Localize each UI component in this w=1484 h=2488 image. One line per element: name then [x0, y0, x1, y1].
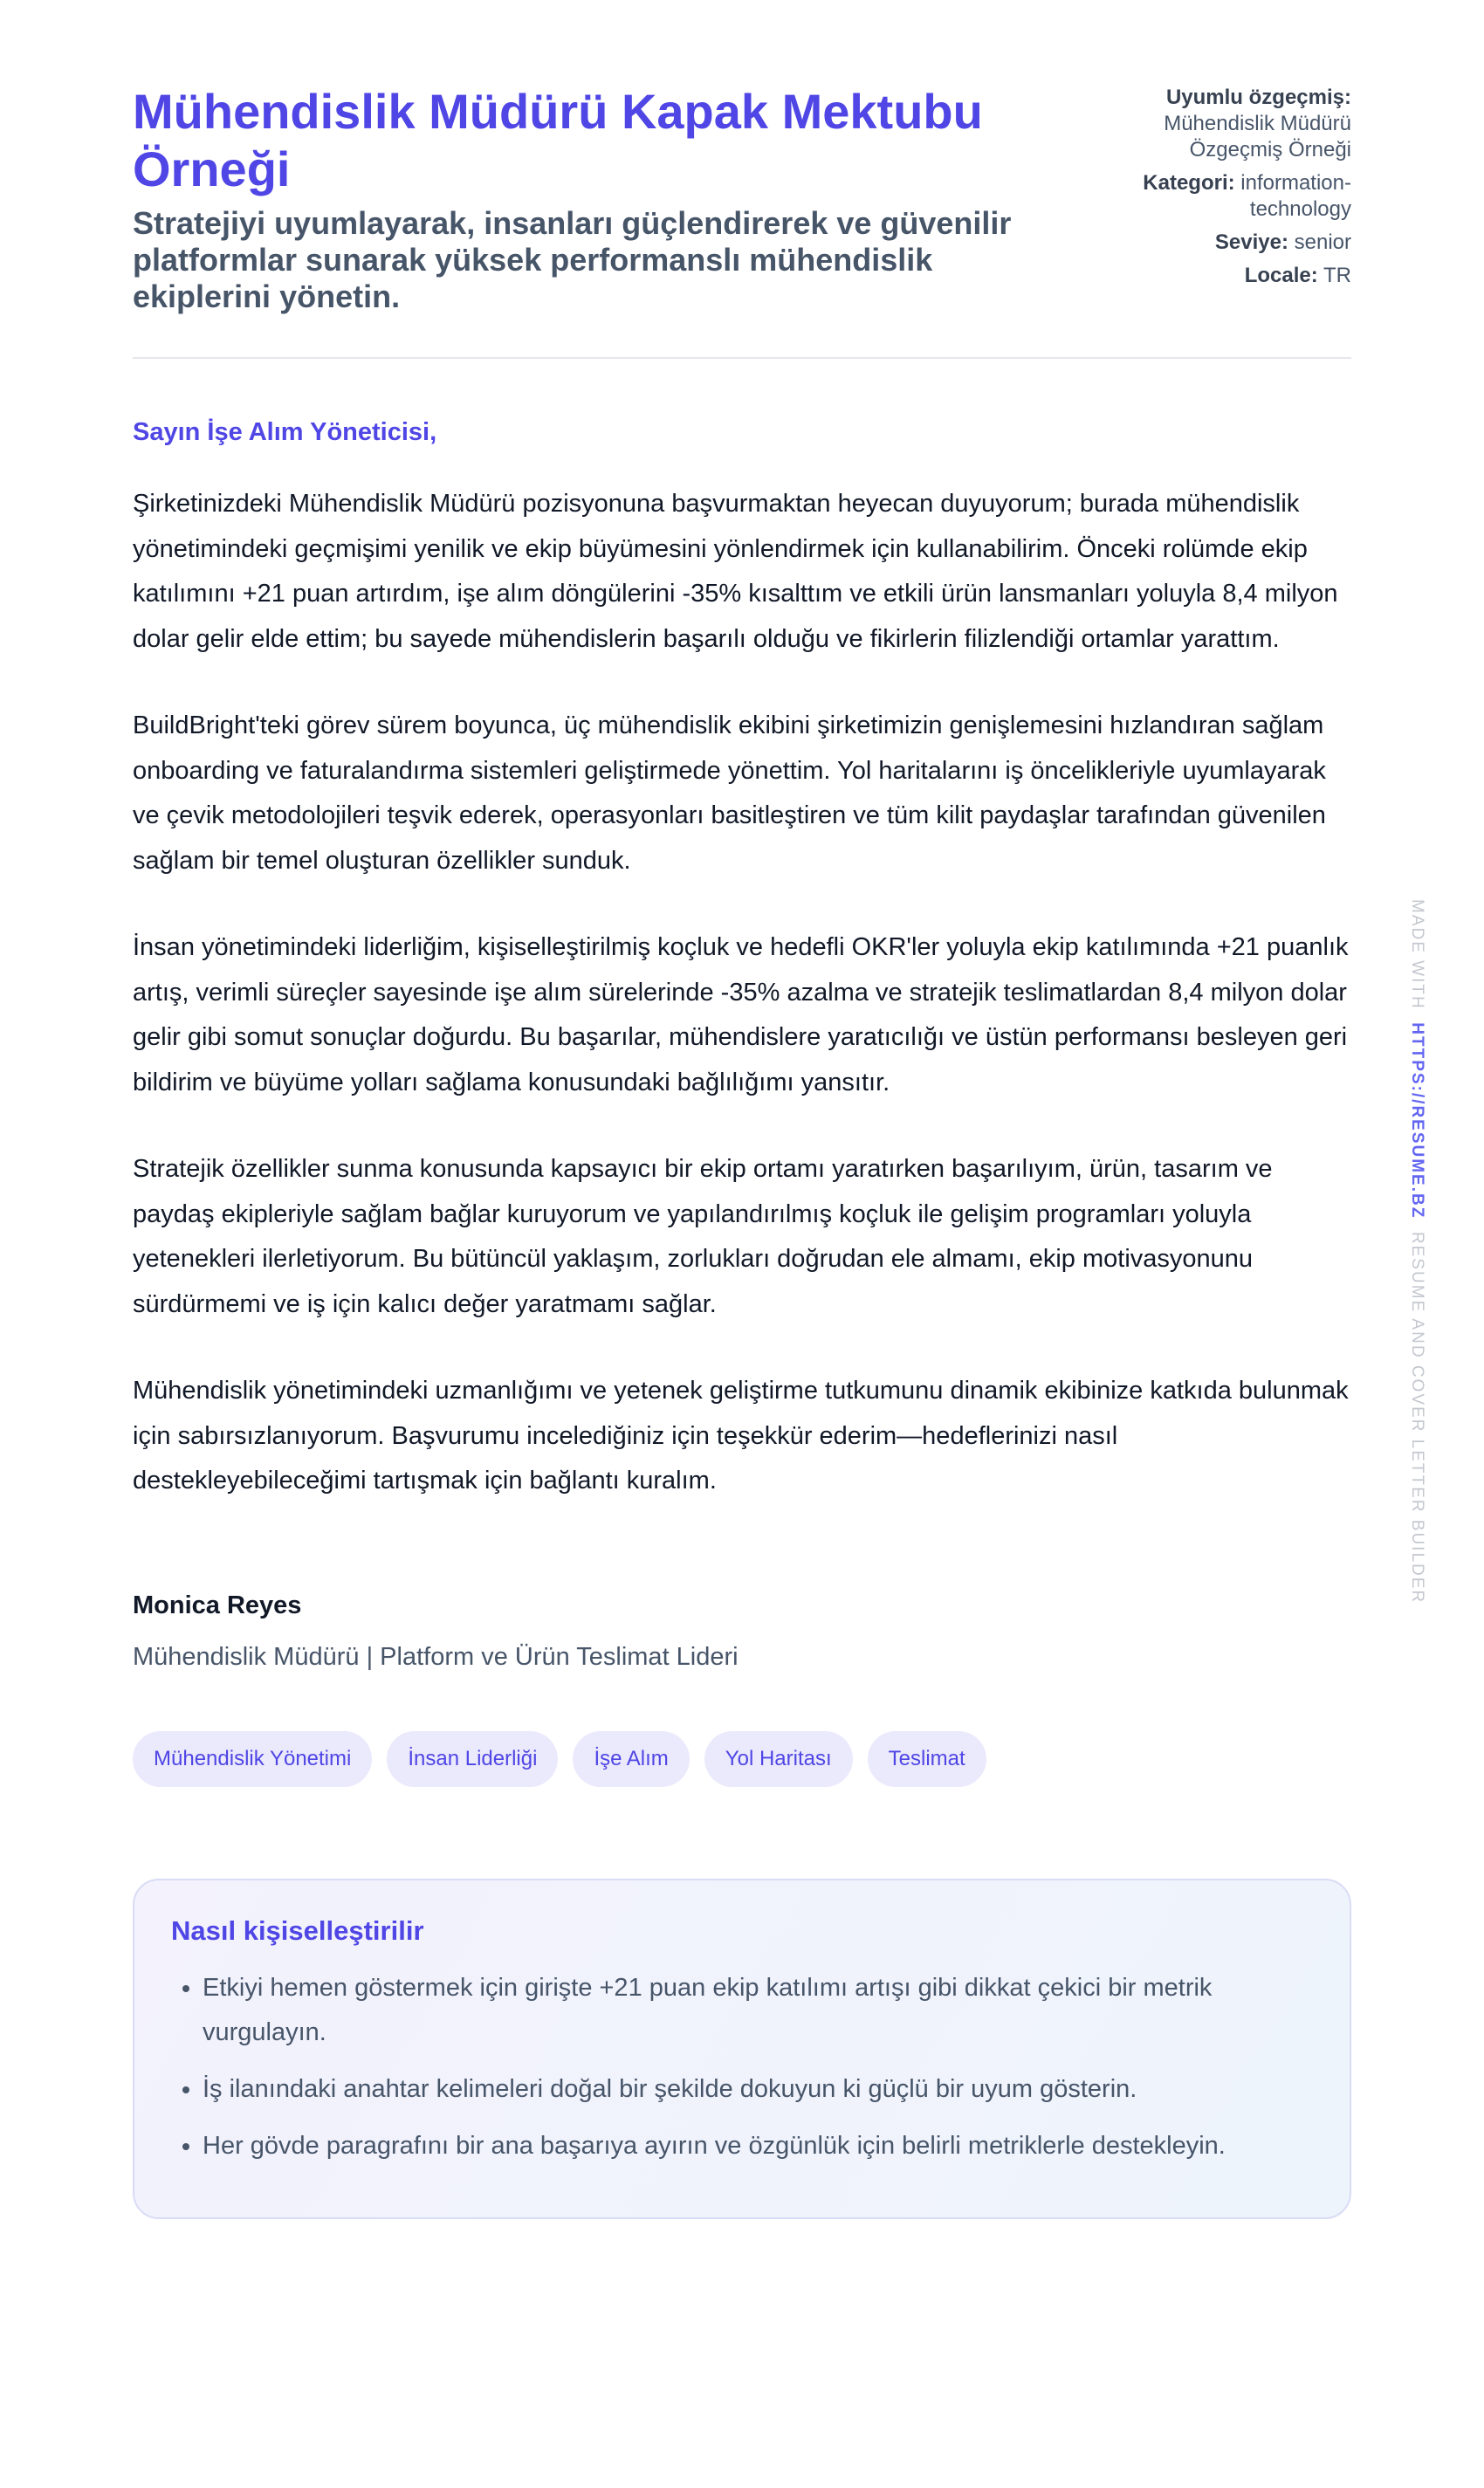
watermark-link[interactable]: HTTPS://RESUME.BZ: [1408, 1022, 1426, 1220]
page-title: Mühendislik Müdürü Kapak Mektubu Örneği: [133, 84, 983, 196]
category-label: Kategori:: [1143, 171, 1235, 195]
tag: Yol Haritası: [704, 1731, 853, 1787]
tag: İnsan Liderliği: [387, 1731, 558, 1787]
level-label: Seviye:: [1214, 230, 1288, 254]
signature-name: Monica Reyes: [133, 1591, 302, 1619]
tip-item: • Her gövde paragrafını bir ana başarıya ayırın ve özgünlük için belirli metriklerle destekleyin.: [203, 2124, 1313, 2168]
category-value: information-technology: [1240, 171, 1351, 221]
resume-link[interactable]: Mühendislik Müdürü Özgeçmiş Örneği: [1164, 112, 1351, 162]
tip-item: • Etkiyi hemen göstermek için girişte +21 puan ekip katılımı artışı gibi dikkat çekici bir metrik vurgulayın.: [203, 1966, 1313, 2055]
tips-title: Nasıl kişiselleştirilir: [171, 1914, 424, 1946]
tip-item: • İş ilanındaki anahtar kelimeleri doğal bir şekilde dokuyun ki güçlü bir uyum gösterin.: [203, 2067, 1313, 2112]
greeting: Sayın İşe Alım Yöneticisi,: [133, 418, 437, 446]
watermark-prefix: MADE WITH: [1408, 899, 1426, 1010]
paragraph: Stratejik özellikler sunma konusunda kapsayıcı bir ekip ortamı yaratırken başarılıyım, ürün, tasarım ve paydaş ekipleriyle sağlam bağlar kuruyorum ve yapılandırılmış koçluk ile gelişim programları yoluyla yetenekleri ilerletiyorum. Bu bütüncül yaklaşım, zorlukları doğrudan ele almamı, ekip motivasyonunu sürdürmemi ve iş için kalıcı değer yaratmamı sağlar.: [133, 1155, 1273, 1318]
watermark: [1407, 899, 1426, 1604]
cover-letter-page: [133, 83, 1351, 2219]
paragraph: Mühendislik yönetimindeki uzmanlığımı ve yetenek geliştirme tutkumunu dinamik ekibinize katkıda bulunmak için sabırsızlanıyorum. Başvurumu incelediğiniz için teşekkür ederim—hedeflerinizi nasıl destekleyebileceğimi tartışmak için bağlantı kuralım.: [133, 1377, 1349, 1495]
locale-value: TR: [1323, 264, 1351, 287]
locale-label: Locale:: [1244, 264, 1318, 287]
tag: İşe Alım: [573, 1731, 689, 1787]
paragraph: BuildBright'teki görev sürem boyunca, üç mühendislik ekibini şirketimizin genişlemesini hızlandıran sağlam onboarding ve faturalandırma sistemleri geliştirmede yönettim. Yol haritalarını iş öncelikleriyle uyumlayarak ve çevik metodolojileri teşvik ederek, operasyonları basitleştiren ve tüm kilit paydaşlar tarafından güvenilen sağlam bir temel oluşturan özellikler sunduk.: [133, 711, 1326, 875]
meta-panel: [1124, 85, 1351, 315]
tag: Mühendislik Yönetimi: [133, 1731, 372, 1787]
page-subtitle: Stratejiyi uyumlayarak, insanları güçlendirerek ve güvenilir platformlar sunarak yüksek performanslı mühendislik ekiplerini yönetin.: [133, 205, 1012, 314]
resume-label: Uyumlu özgeçmiş:: [1165, 86, 1351, 109]
tag-list: [133, 1731, 1351, 1787]
level-value: senior: [1294, 230, 1351, 254]
paragraph: Şirketinizdeki Mühendislik Müdürü pozisyonuna başvurmaktan heyecan duyuyorum; burada mühendislik yönetimindeki geçmişimi yenilik ve ekip büyümesini yönlendirmek için kullanabilirim. Önceki rolümde ekip katılımını +21 puan artırdım, işe alım döngülerini -35% kısalttım ve etkili ürün lansmanları yoluyla 8,4 milyon dolar gelir elde ettim; bu sayede mühendislerin başarılı olduğu ve fikirlerin filizlendiği ortamlar yarattım.: [133, 490, 1338, 653]
tag: Teslimat: [868, 1731, 986, 1787]
watermark-suffix: RESUME AND COVER LETTER BUILDER: [1408, 1231, 1426, 1605]
tips-box: [133, 1879, 1351, 2219]
signature-title: Mühendislik Müdürü | Platform ve Ürün Teslimat Lideri: [133, 1642, 739, 1671]
header: [133, 83, 1351, 359]
paragraph: İnsan yönetimindeki liderliğim, kişiselleştirilmiş koçluk ve hedefli OKR'ler yoluyla ekip katılımında +21 puanlık artış, verimli süreçler sayesinde işe alım sürelerinde -35% azalma ve stratejik teslimatlardan 8,4 milyon dolar gelir gibi somut sonuçlar doğurdu. Bu başarılar, mühendislere yaratıcılığı ve üstün performansı besleyen geri bildirim ve büyüme yolları sağlama konusundaki bağlılığımı yansıtır.: [133, 933, 1349, 1096]
